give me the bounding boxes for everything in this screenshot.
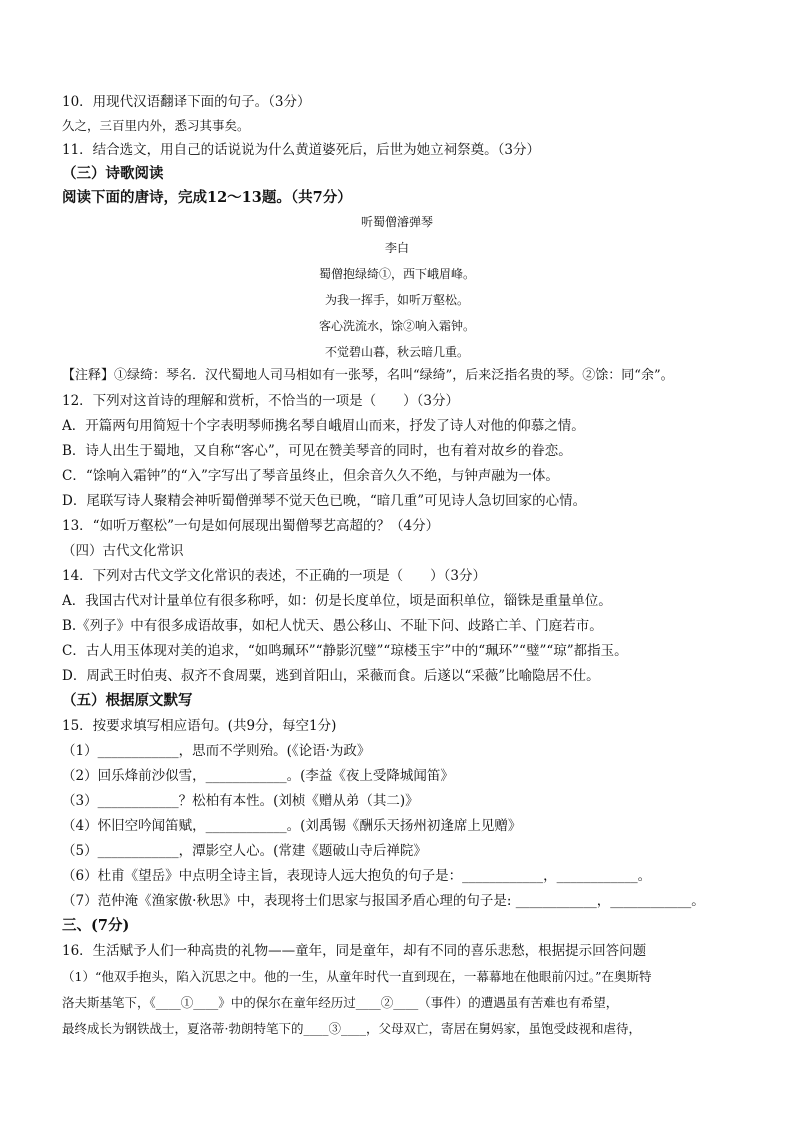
poem-author: 李白 — [384, 241, 409, 255]
poem-line: 客心洗流水，馀②响入霜钟。 — [318, 319, 475, 333]
q12-option-c: C．“馀响入霜钟”的“入”字写出了琴音虽终止，但余音久久不绝，与钟声融为一体。 — [62, 468, 559, 484]
q15-item-3: （3）____________？松柏有本性。(刘桢《赠从弟（其二)》 — [62, 793, 419, 809]
q11-question: 11．结合选文，用自己的话说说为什么黄道婆死后，后世为她立祠祭奠。（3分） — [62, 142, 541, 158]
q12-option-a: A．开篇两句用简短十个字表明琴师携名琴自峨眉山而来，抒发了诗人对他的仰慕之情。 — [62, 418, 585, 434]
q15-item-2: （2）回乐烽前沙似雪，____________。(李益《夜上受降城闻笛》 — [62, 768, 454, 784]
poetry-section-heading: （三）诗歌阅读 — [62, 165, 164, 182]
q15-item-6: （6）杜甫《望岳》中点明全诗主旨，表现诗人远大抱负的句子是：____________，____________。 — [62, 868, 652, 884]
q15-item-4: （4）怀旧空吟闻笛赋，____________。(刘禹锡《酬乐天扬州初逢席上见赠》 — [62, 818, 522, 834]
poem-title: 听蜀僧濬弹琴 — [360, 215, 433, 229]
q14-option-c: C．古人用玉体现对美的追求，“如鸣珮环”“静影沉璧”“琼楼玉宇”中的“珮环”“璧”“琼”都指玉。 — [62, 643, 628, 659]
q10-question: 10．用现代汉语翻译下面的句子。（3分） — [62, 94, 311, 110]
q14-option-a: A．我国古代对计量单位有很多称呼，如：仞是长度单位，顷是面积单位，锱铢是重量单位。 — [62, 593, 612, 609]
culture-section-heading: （四）古代文化常识 — [62, 543, 184, 559]
poetry-instruction: 阅读下面的唐诗，完成12～13题。（共7分） — [62, 189, 352, 206]
q16-stem: 16．生活赋予人们一种高贵的礼物——童年，同是童年，却有不同的喜乐悲愁，根据提示回答问题 — [62, 943, 647, 959]
q16-text-line: 洛夫斯基笔下，《____①____》中的保尔在童年经历过____②____（事件）的遭遇虽有苦难也有希望， — [62, 995, 619, 1010]
q12-option-b: B．诗人出生于蜀地，又自称“客心”，可见在赞美琴音的同时，也有着对故乡的眷恋。 — [62, 443, 572, 459]
q15-item-5: （5）____________，潭影空人心。(常建《题破山寺后禅院》 — [62, 843, 427, 859]
q16-text-line: （1）“他双手抱头，陷入沉思之中。他的一生，从童年时代一直到现在，一幕幕地在他眼前闪过。”在奥斯特 — [62, 969, 652, 984]
q15-stem: 15．按要求填写相应语句。(共9分，每空1分) — [62, 718, 337, 734]
q16-text-line: 最终成长为钢铁战士，夏洛蒂·勃朗特笔下的____③____，父母双亡，寄居在舅妈家，虽饱受歧视和虐待， — [62, 1021, 641, 1036]
q14-option-d: D．周武王时伯夷、叔齐不食周粟，逃到首阳山，采薇而食。后遂以“采薇”比喻隐居不仕。 — [62, 668, 600, 684]
poem-line: 为我一挥手，如听万壑松。 — [324, 293, 469, 307]
poem-line: 蜀僧抱绿绮①，西下峨眉峰。 — [318, 267, 475, 281]
q10-sentence: 久之，三百里内外，悉习其事矣。 — [62, 118, 250, 133]
section3-heading: 三、(7分) — [62, 917, 130, 934]
q13-question: 13．“如听万壑松”一句是如何展现出蜀僧琴艺高超的？（4分） — [62, 518, 440, 534]
q12-stem: 12．下列对这首诗的理解和赏析，不恰当的一项是（ ）（3分） — [62, 393, 460, 409]
poem-line: 不觉碧山暮，秋云暗几重。 — [324, 345, 469, 359]
q15-item-1: （1）____________，思而不学则殆。(《论语·为政》 — [62, 743, 371, 759]
q12-option-d: D．尾联写诗人聚精会神听蜀僧弹琴不觉天色已晚，“暗几重”可见诗人急切回家的心情。 — [62, 493, 587, 509]
q14-option-b: B.《列子》中有很多成语故事，如杞人忧天、愚公移山、不耻下问、歧路亡羊、门庭若市。 — [62, 618, 603, 634]
q14-stem: 14．下列对古代文学文化常识的表述，不正确的一项是（ ）（3分） — [62, 568, 487, 584]
poem-note: 【注释】①绿绮：琴名．汉代蜀地人司马相如有一张琴，名叫“绿绮”，后来泛指名贵的琴。②馀：同“余”。 — [62, 368, 674, 383]
dictation-section-heading: （五）根据原文默写 — [62, 692, 193, 709]
q15-item-7: （7）范仲淹《渔家傲·秋思》中，表现将士们思家与报国矛盾心理的句子是: ____________，____________。 — [62, 893, 705, 909]
